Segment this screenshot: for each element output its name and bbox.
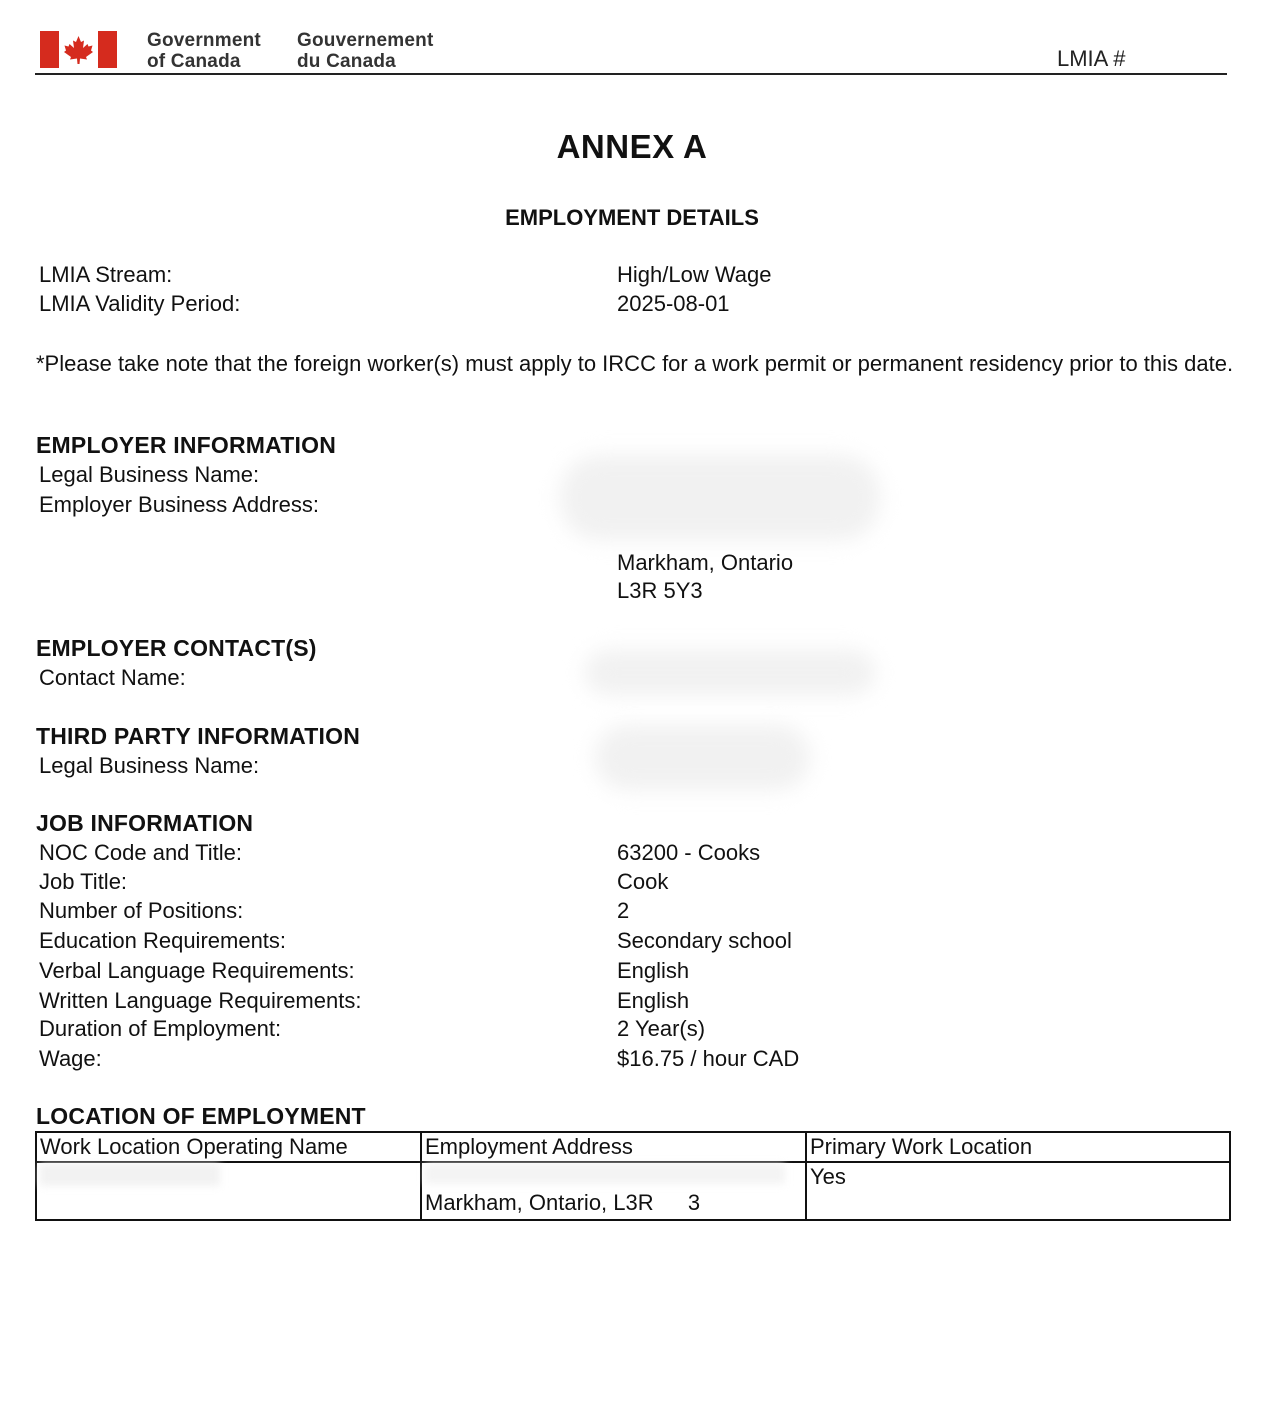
job-row-value: Cook bbox=[617, 869, 669, 894]
contact-name-label: Contact Name: bbox=[39, 665, 186, 690]
redacted-third-party-name bbox=[595, 725, 810, 790]
third-party-legal-name-label: Legal Business Name: bbox=[39, 753, 260, 778]
redacted-address-line1 bbox=[425, 1164, 785, 1184]
lmia-number-label: LMIA # bbox=[1057, 46, 1126, 71]
job-row-label: Duration of Employment: bbox=[39, 1016, 282, 1041]
job-row-value: Secondary school bbox=[617, 928, 792, 953]
table-header-primary-location: Primary Work Location bbox=[806, 1132, 1230, 1162]
job-row-label: Wage: bbox=[39, 1046, 102, 1071]
job-row-value: 2 bbox=[617, 898, 630, 923]
table-header-employment-address: Employment Address bbox=[421, 1132, 806, 1162]
job-row-label: Written Language Requirements: bbox=[39, 988, 362, 1013]
job-row-value: 2 Year(s) bbox=[617, 1016, 706, 1041]
job-row-label: Verbal Language Requirements: bbox=[39, 958, 355, 983]
address-city-postal: Markham, Ontario, L3R bbox=[425, 1190, 654, 1215]
job-row-label: NOC Code and Title: bbox=[39, 840, 242, 865]
redacted-lmia-number bbox=[1135, 40, 1255, 72]
redacted-employer-details bbox=[560, 455, 880, 540]
validity-note: *Please take note that the foreign worker(s) must apply to IRCC for a work permit or permanent residency prior to this date. bbox=[36, 351, 1234, 376]
employer-address-city: Markham, Ontario bbox=[617, 550, 794, 575]
operating-name-cell bbox=[36, 1162, 421, 1220]
lmia-validity-label: LMIA Validity Period: bbox=[39, 291, 241, 316]
employer-address-postal: L3R 5Y3 bbox=[617, 578, 703, 603]
primary-location-cell: Yes bbox=[806, 1162, 1230, 1220]
third-party-heading: THIRD PARTY INFORMATION bbox=[36, 723, 361, 749]
page-title: ANNEX A bbox=[556, 128, 708, 165]
location-of-employment-heading: LOCATION OF EMPLOYMENT bbox=[36, 1103, 366, 1129]
job-row-value: English bbox=[617, 988, 690, 1013]
job-row-label: Number of Positions: bbox=[39, 898, 244, 923]
table-row bbox=[36, 1162, 1230, 1220]
page-subtitle: EMPLOYMENT DETAILS bbox=[505, 205, 759, 230]
redacted-operating-name bbox=[40, 1164, 220, 1186]
employment-address-line2 bbox=[425, 1190, 802, 1216]
location-table bbox=[35, 1131, 1231, 1221]
job-information-heading: JOB INFORMATION bbox=[36, 810, 254, 836]
employer-legal-name-label: Legal Business Name: bbox=[39, 462, 260, 487]
job-row-label: Job Title: bbox=[39, 869, 128, 894]
job-row-value: 63200 - Cooks bbox=[617, 840, 761, 865]
employer-contacts-heading: EMPLOYER CONTACT(S) bbox=[36, 635, 317, 661]
job-row-label: Education Requirements: bbox=[39, 928, 287, 953]
header-divider bbox=[35, 73, 1227, 75]
lmia-stream-label: LMIA Stream: bbox=[39, 262, 173, 287]
government-of-canada-wordmark-en: Government of Canada bbox=[147, 30, 261, 72]
lmia-validity-value: 2025-08-01 bbox=[617, 291, 730, 316]
lmia-stream-value: High/Low Wage bbox=[617, 262, 772, 287]
employer-information-heading: EMPLOYER INFORMATION bbox=[36, 432, 337, 458]
table-header-operating-name: Work Location Operating Name bbox=[36, 1132, 421, 1162]
employer-address-label: Employer Business Address: bbox=[39, 492, 320, 517]
job-row-value: English bbox=[617, 958, 690, 983]
redacted-contact-name bbox=[585, 650, 875, 695]
address-postal-fragment: 3 bbox=[687, 1190, 701, 1215]
job-row-value: $16.75 / hour CAD bbox=[617, 1046, 800, 1071]
government-of-canada-wordmark-fr: Gouvernement du Canada bbox=[297, 30, 434, 72]
canada-flag-icon bbox=[40, 31, 117, 68]
employment-address-cell bbox=[421, 1162, 806, 1220]
